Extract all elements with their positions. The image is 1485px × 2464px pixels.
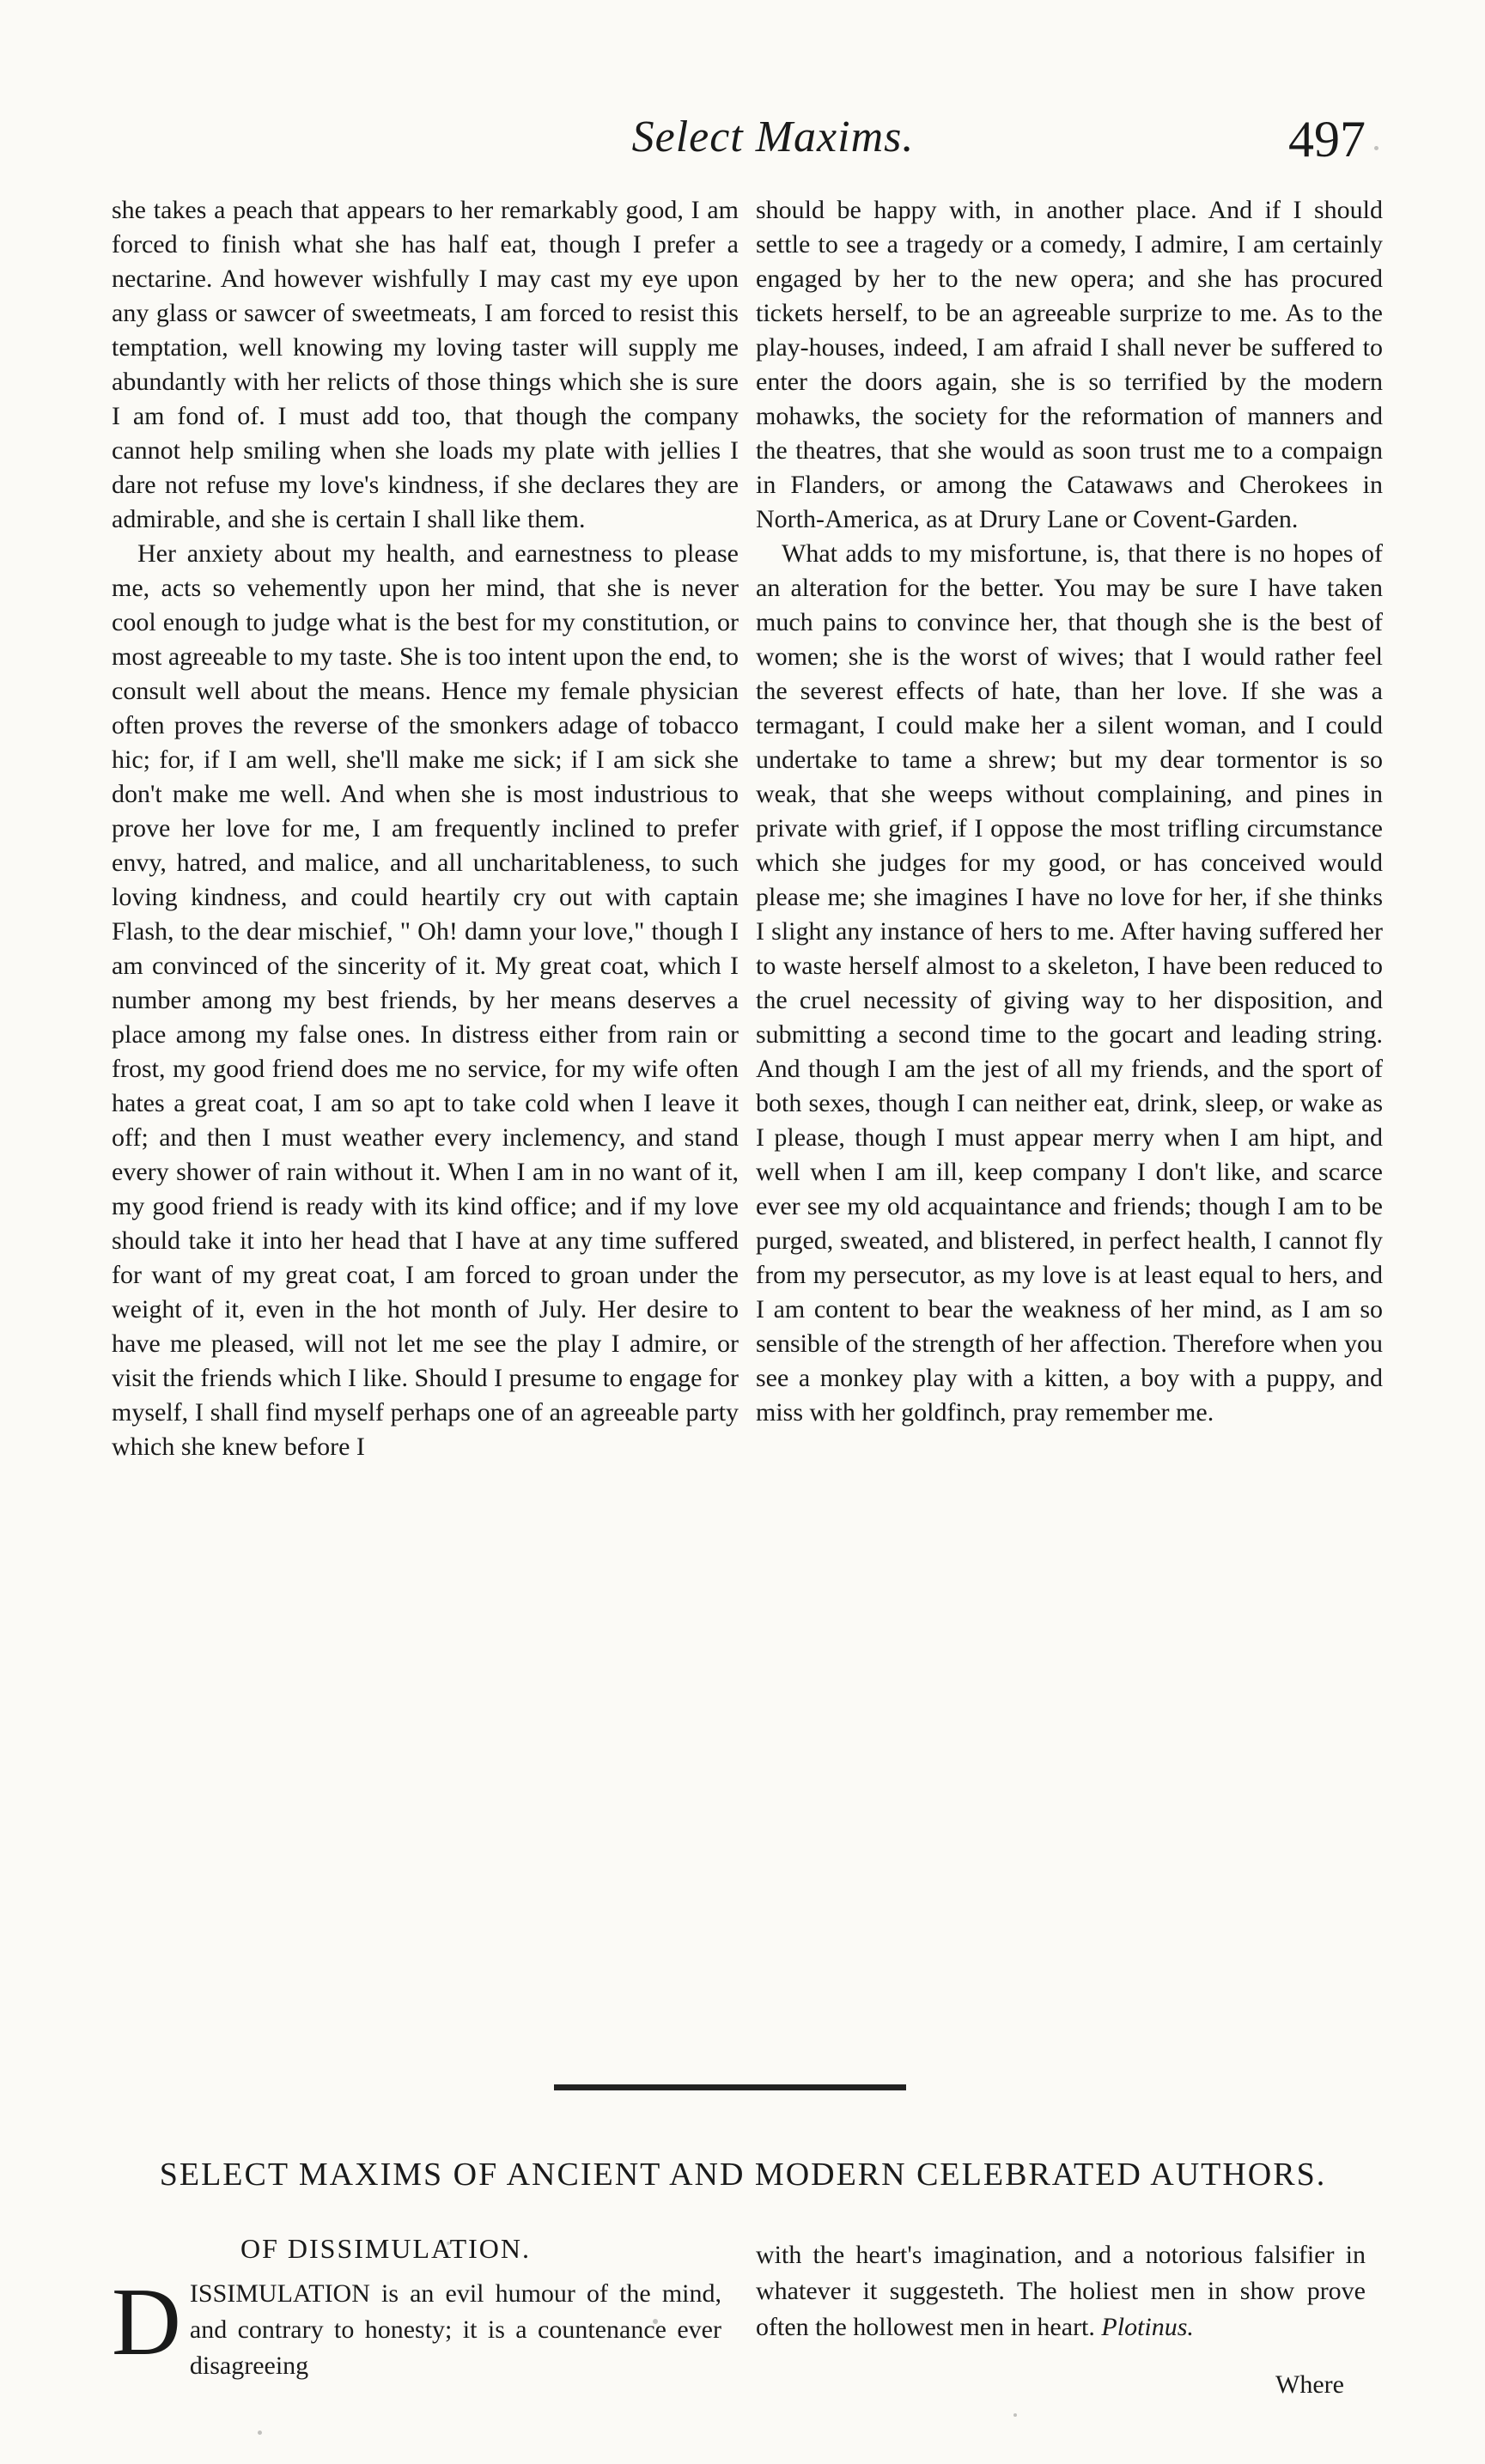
- print-speck: [258, 2431, 262, 2435]
- right-column: [756, 193, 1383, 1430]
- left-column: [112, 193, 739, 1464]
- left-paragraph-2: Her anxiety about my health, and earnestness to please me, acts so vehemently upon her mind, that she is never cool enough to judge what is the best for my constitution, or most agreeable to my taste. She is too intent upon the end, to consult well about the means. Hence my female physician often proves the reverse of the smonkers adage of tobacco hic; for, if I am well, she'll make me sick; if I am sick she don't make me well. And when she is most industrious to prove her love for me, I am frequently inclined to prefer envy, hatred, and malice, and all uncharitableness, to such loving kindness, and could heartily cry out with captain Flash, to the dear mischief, " Oh! damn your love," though I am convinced of the sincerity of it. My great coat, which I number among my best friends, by her means deserves a place among my false ones. In distress either from rain or frost, my good friend does me no service, for my wife often hates a great coat, I am so apt to take cold when I leave it off; and then I must weather every inclemency, and stand every shower of rain without it. When I am in no want of it, my good friend is ready with its kind office; and if my love should take it into her head that I have at any time suffered for want of my great coat, I am forced to groan under the weight of it, even in the hot month of July. Her desire to have me pleased, will not let me see the play I admire, or visit the friends which I like. Should I presume to engage for myself, I shall find myself perhaps one of an agreeable party which she knew before I: [112, 539, 739, 1461]
- right-paragraph-1: should be happy with, in another place. And if I should settle to see a tragedy or a comedy, I admire, I am certainly engaged by her to the new opera; and she has procured tickets herself, to be an agreeable surprize to me. As to the play-houses, indeed, I am afraid I shall never be suffered to enter the doors again, she is so terrified by the modern mohawks, the society for the reformation of manners and the theatres, that she would as soon trust me to a compaign in Flanders, or among the Catawaws and Cherokees in North-America, as at Drury Lane or Covent-Garden.: [756, 196, 1383, 533]
- dissimulation-text-end: with the heart's imagination, and a notorious falsifier in whatever it suggesteth. The holiest men in show prove often the hollowest men in heart.: [756, 2241, 1366, 2341]
- section-title: SELECT MAXIMS OF ANCIENT AND MODERN CELEBRATED AUTHORS.: [159, 2157, 1327, 2193]
- drop-cap: D: [112, 2269, 181, 2376]
- left-paragraph-1: she takes a peach that appears to her remarkably good, I am forced to finish what she has half eat, though I prefer a nectarine. And however wishfully I may cast my eye upon any glass or sawcer of sweetmeats, I am forced to resist this temptation, well knowing my loving taster will supply me abundantly with her relicts of those things which she is sure I am fond of. I must add too, that though the company cannot help smiling when she loads my plate with jellies I dare not refuse my love's kindness, if she declares they are admirable, and she is certain I shall like them.: [112, 196, 739, 533]
- running-title: Select Maxims.: [631, 113, 915, 161]
- section-subhead: OF DISSIMULATION.: [240, 2233, 532, 2264]
- print-speck: [1374, 146, 1378, 150]
- dissimulation-text-start: ISSIMULATION is an evil humour of the mind, and contrary to honesty; it is a countenance ever disagreeing: [189, 2279, 721, 2380]
- print-speck: [1013, 2413, 1017, 2417]
- catchword: Where: [1275, 2370, 1344, 2399]
- print-speck: [653, 2319, 658, 2324]
- section-divider-rule: [554, 2084, 906, 2090]
- page-number: 497: [1288, 111, 1366, 167]
- bottom-left-text: [112, 2269, 721, 2384]
- bottom-right-text: [756, 2237, 1366, 2345]
- right-paragraph-2: What adds to my misfortune, is, that there is no hopes of an alteration for the better. You may be sure I have taken much pains to convince her, that though she is the best of women; she is the worst of wives; that I would rather feel the severest effects of hate, than her love. If she was a termagant, I could make her a silent woman, and I could undertake to tame a shrew; but my dear tormentor is so weak, that she weeps without complaining, and pines in private with grief, if I oppose the most trifling circumstance which she judges for my good, or has conceived would please me; she imagines I have no love for her, if she thinks I slight any instance of hers to me. After having suffered her to waste herself almost to a skeleton, I have been reduced to the cruel necessity of giving way to her disposition, and submitting a second time to the gocart and leading string. And though I am the jest of all my friends, and the sport of both sexes, though I can neither eat, drink, sleep, or wake as I please, though I must appear merry when I am hipt, and well when I am ill, keep company I don't like, and scarce ever see my old acquaintance and friends; though I am to be purged, sweated, and blistered, in perfect health, I cannot fly from my persecutor, as my love is at least equal to hers, and I am content to bear the weakness of her mind, as I am so sensible of the strength of her affection. Therefore when you see a monkey play with a kitten, a boy with a puppy, and miss with her goldfinch, pray remember me.: [756, 539, 1383, 1427]
- attribution: Plotinus.: [1101, 2313, 1194, 2341]
- print-speck: [447, 2242, 450, 2245]
